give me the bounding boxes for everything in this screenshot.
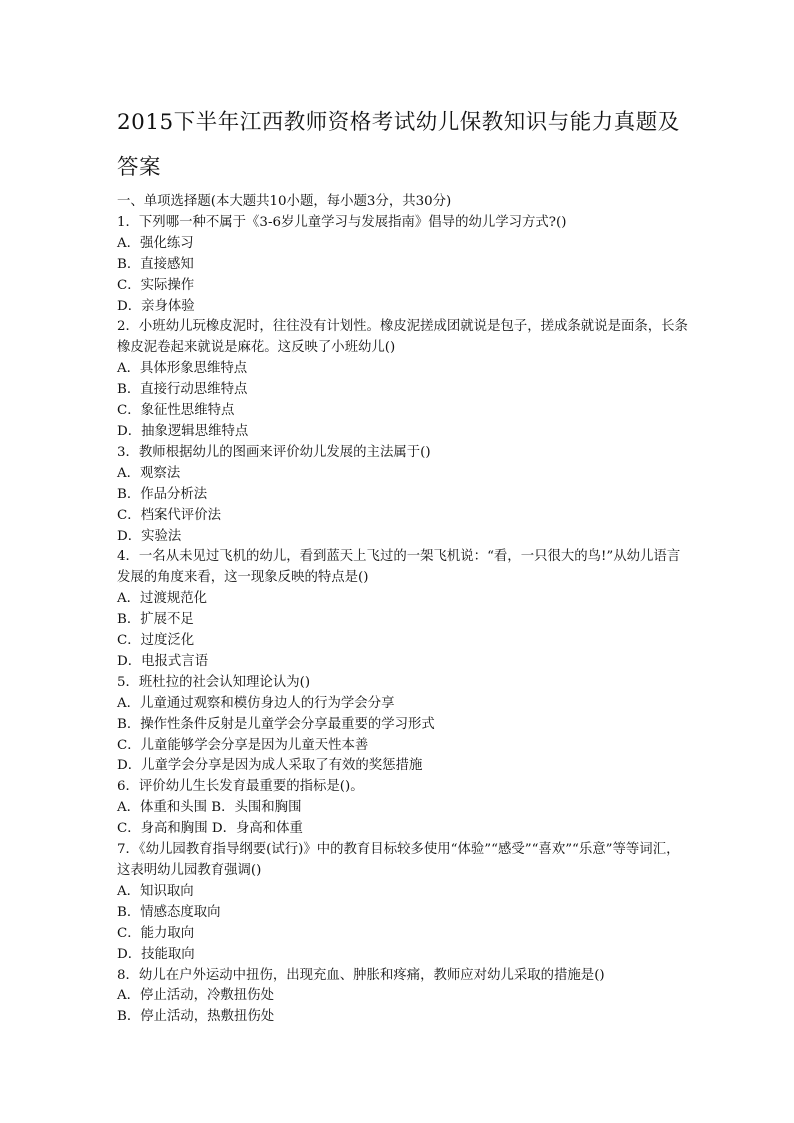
title-line-2: 答案: [117, 155, 162, 180]
section-heading: 一、单项选择题(本大题共10小题，每小题3分，共30分): [117, 194, 452, 209]
question-7: [117, 840, 697, 965]
question-stem: 4．一名从未见过飞机的幼儿，看到蓝天上飞过的一架飞机说：“看，一只很大的鸟!”从幼儿语言发展的角度来看，这一现象反映的特点是(): [117, 549, 681, 586]
question-stem: 1．下列哪一种不属于《3-6岁儿童学习与发展指南》倡导的幼儿学习方式?(): [117, 214, 567, 230]
question-8: [117, 966, 697, 1029]
option-d: D．亲身体验: [117, 298, 195, 314]
option-b: B．停止活动，热敷扭伤处: [117, 1009, 275, 1025]
option-b: B．直接行动思维特点: [117, 382, 248, 398]
option-d: D．儿童学会分享是因为成人采取了有效的奖惩措施: [117, 758, 423, 774]
question-stem: 6．评价幼儿生长发育最重要的指标是()。: [117, 779, 364, 795]
question-4: [117, 547, 697, 672]
option-c: C．儿童能够学会分享是因为儿童天性本善: [117, 737, 369, 753]
option-c: C．档案代评价法: [117, 507, 221, 523]
option-b: B．操作性条件反射是儿童学会分享最重要的学习形式: [117, 716, 435, 732]
option-d: D．抽象逻辑思维特点: [117, 423, 249, 439]
question-stem: 5．班杜拉的社会认知理论认为(): [117, 674, 311, 690]
question-6: [117, 777, 697, 840]
option-c: C．实际操作: [117, 277, 195, 293]
option-c: C．过度泛化: [117, 633, 195, 649]
option-a: A．儿童通过观察和模仿身边人的行为学会分享: [117, 695, 395, 711]
document-page: [117, 100, 697, 1028]
option-d: D．实验法: [117, 528, 182, 544]
option-a: A．停止活动，冷敷扭伤处: [117, 988, 274, 1004]
option-c: C．能力取向: [117, 925, 195, 941]
option-d: D．电报式言语: [117, 653, 209, 669]
question-stem: 2．小班幼儿玩橡皮泥时，往往没有计划性。橡皮泥搓成团就说是包子，搓成条就说是面条，长条橡皮泥卷起来就说是麻花。这反映了小班幼儿(): [117, 319, 688, 356]
option-c: C．象征性思维特点: [117, 403, 235, 419]
option-a-b: A．体重和头围 B．头围和胸围: [117, 800, 302, 816]
document-title: [117, 100, 697, 190]
option-b: B．作品分析法: [117, 486, 208, 502]
question-5: [117, 673, 697, 778]
option-b: B．情感态度取向: [117, 904, 221, 920]
question-3: [117, 443, 697, 548]
option-a: A．具体形象思维特点: [117, 361, 248, 377]
question-stem: 7．《幼儿园教育指导纲要(试行)》中的教育目标较多使用“体验”“感受”“喜欢”“乐意”等等词汇，这表明幼儿园教育强调(): [117, 842, 680, 878]
option-a: A．强化练习: [117, 235, 194, 251]
question-stem: 3．教师根据幼儿的图画来评价幼儿发展的主法属于(): [117, 444, 431, 460]
question-1: [117, 213, 697, 318]
question-2: [117, 317, 697, 442]
title-line-1: 2015下半年江西教师资格考试幼儿保教知识与能力真题及: [117, 110, 680, 135]
option-a: A．观察法: [117, 465, 181, 481]
option-d: D．技能取向: [117, 946, 195, 962]
option-a: A．知识取向: [117, 883, 194, 899]
option-a: A．过渡规范化: [117, 591, 208, 607]
option-b: B．扩展不足: [117, 612, 194, 628]
option-b: B．直接感知: [117, 256, 194, 272]
question-stem: 8．幼儿在户外运动中扭伤，出现充血、肿胀和疼痛，教师应对幼儿采取的措施是(): [117, 967, 605, 983]
option-c-d: C．身高和胸围 D．身高和体重: [117, 821, 303, 837]
